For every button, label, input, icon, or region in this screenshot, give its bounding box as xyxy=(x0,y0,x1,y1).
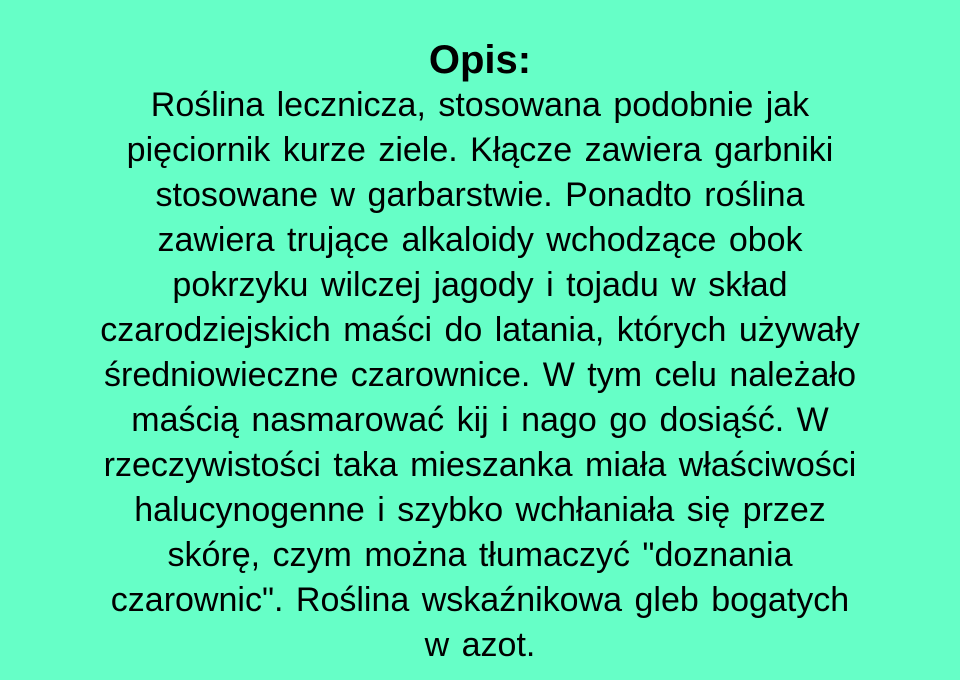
text-line: halucynogenne i szybko wchłaniała się przez xyxy=(134,491,826,529)
page-title: Opis: xyxy=(428,38,532,82)
text-line: czarownic". Roślina wskaźnikowa gleb bogatych xyxy=(110,581,850,619)
text-line: w azot. xyxy=(424,626,536,664)
text-line: maścią nasmarować kij i nago go dosiąść. W xyxy=(131,401,829,439)
text-line: zawiera trujące alkaloidy wchodzące obok xyxy=(157,221,803,259)
text-line: stosowane w garbarstwie. Ponadto roślina xyxy=(155,176,805,214)
text-line: skórę, czym można tłumaczyć "doznania xyxy=(167,536,793,574)
text-line: pięciornik kurze ziele. Kłącze zawiera garbniki xyxy=(126,131,834,169)
text-line: średniowieczne czarownice. W tym celu należało xyxy=(104,356,856,394)
text-line: Roślina lecznicza, stosowana podobnie jak xyxy=(150,86,810,124)
text-line: rzeczywistości taka mieszanka miała właściwości xyxy=(103,446,857,484)
text-line: pokrzyku wilczej jagody i tojadu w skład xyxy=(172,266,788,304)
text-line: czarodziejskich maści do latania, których używały xyxy=(100,311,860,349)
